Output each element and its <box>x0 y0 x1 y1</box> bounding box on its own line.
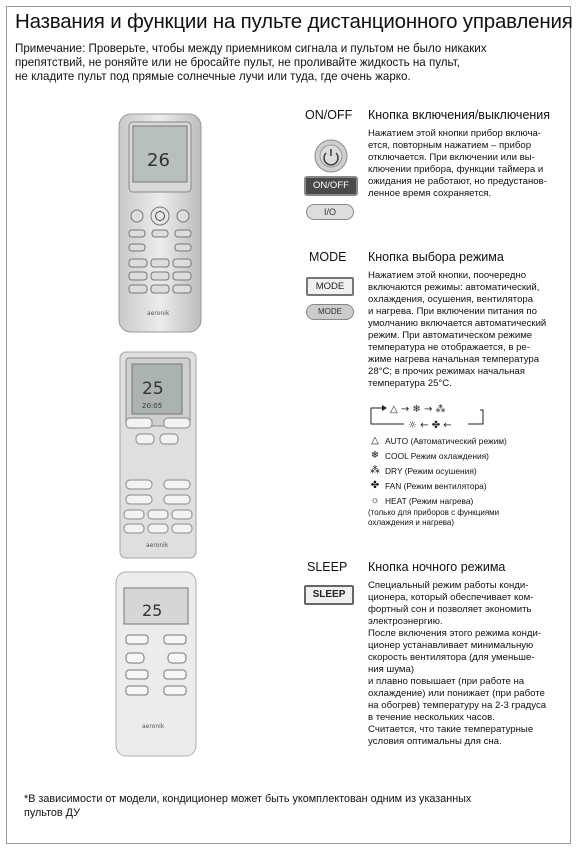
mode-desc <box>368 270 546 390</box>
desc-line: на обогрев) температуру на 2-3 градуса <box>368 700 547 711</box>
desc-line: жиме нагрева начальная температура <box>368 354 540 365</box>
mode-list <box>368 433 507 528</box>
mode-row <box>368 448 507 463</box>
remote-3-brand: aeronik <box>142 723 165 730</box>
remote-1-brand: aeronik <box>147 310 170 317</box>
onoff-key: ON/OFF <box>305 108 353 122</box>
remote-1-display: 26 <box>147 150 170 171</box>
svg-text:△ → ❄ → ⁂: △ → ❄ → ⁂ <box>390 404 446 415</box>
mode-key: MODE <box>309 250 347 264</box>
drops-icon: ⁂ <box>370 465 380 476</box>
mode-row <box>368 478 507 493</box>
svg-text:☼ ← ✤ ←: ☼ ← ✤ ← <box>408 420 452 431</box>
page-title: Названия и функции на пульте дистанционного управления <box>15 10 573 33</box>
remote-2-brand: aeronik <box>146 542 169 549</box>
desc-line: охлаждения, осушения, вентилятора <box>368 294 534 305</box>
snowflake-icon: ❄ <box>370 450 380 461</box>
desc-line: охлаждение) или понижает (при работе <box>368 688 545 699</box>
desc-line: ключении прибора, функции таймера и <box>368 164 544 175</box>
onoff-button: ON/OFF <box>304 176 358 196</box>
desc-line: температура 25°C. <box>368 378 452 389</box>
desc-line: режим. При автоматическом режиме <box>368 330 533 341</box>
desc-line: и нагрева. При включении питания по <box>368 306 537 317</box>
io-button: I/O <box>306 204 354 220</box>
desc-line: Нажатием этой кнопки, поочередно <box>368 270 527 281</box>
mode-label: COOL Режим охлаждения) <box>385 450 489 461</box>
remote-3-image <box>114 570 198 758</box>
sleep-key: SLEEP <box>307 560 348 574</box>
mode-row <box>368 493 507 508</box>
note <box>15 42 560 84</box>
desc-line: ционер устанавливает минимальную <box>368 640 534 651</box>
mode-row <box>368 463 507 478</box>
bottom-note-line: пультов ДУ <box>24 807 80 819</box>
desc-line: Нажатием этой кнопки прибор включа- <box>368 128 541 139</box>
desc-line: температура не отображается, в ре- <box>368 342 530 353</box>
desc-line: ется, повторным нажатием – прибор <box>368 140 532 151</box>
mode-button-oval: MODE <box>306 304 354 320</box>
desc-line: отключается. При включении или вы- <box>368 152 535 163</box>
desc-line: ния шума) <box>368 664 415 675</box>
desc-line: включаются режимы: автоматический, <box>368 282 540 293</box>
onoff-desc <box>368 128 547 200</box>
desc-line: После включения этого режима конди- <box>368 628 542 639</box>
desc-line: Специальный режим работы конди- <box>368 580 529 591</box>
desc-line: скорость вентилятора (для уменьше- <box>368 652 535 663</box>
desc-line: ожидания не работают, но предустанов- <box>368 176 547 187</box>
remote-1-image <box>117 112 203 334</box>
desc-line: ленное время сохраняется. <box>368 188 492 199</box>
desc-line: в течение нескольких часов. <box>368 712 495 723</box>
desc-line: 28°C; в прочих режимах начальная <box>368 366 525 377</box>
fan-icon: ✤ <box>370 480 380 491</box>
mode-title: Кнопка выбора режима <box>368 250 504 264</box>
desc-line: Считается, что такие температурные <box>368 724 534 735</box>
remote-2-time: 20:05 <box>142 402 163 410</box>
remote-2-image <box>118 350 198 560</box>
bottom-note <box>24 792 471 820</box>
mode-cycle-diagram <box>368 400 486 432</box>
sleep-desc <box>368 580 546 748</box>
sun-icon: ☼ <box>370 495 380 506</box>
desc-line: электроэнергию. <box>368 616 443 627</box>
note-line: не кладите пульт под прямые солнечные лучи или туда, где очень жарко. <box>15 70 411 83</box>
desc-line: умолчанию включается автоматический <box>368 318 547 329</box>
mode-label: FAN (Режим вентилятора) <box>385 480 487 491</box>
remote-2-display: 25 <box>142 379 164 399</box>
desc-line: ционера, который обеспечивает ком- <box>368 592 534 603</box>
bottom-note-line: *В зависимости от модели, кондиционер может быть укомплектован одним из указанных <box>24 793 472 805</box>
mode-row <box>368 433 507 448</box>
note-line: препятствий, не роняйте или не бросайте пульт, не проливайте жидкость на пульт, <box>15 56 460 69</box>
mode-label: DRY (Режим осушения) <box>385 465 477 476</box>
sleep-title: Кнопка ночного режима <box>368 560 506 574</box>
mode-label: HEAT (Режим нагрева) <box>385 495 474 506</box>
mode-label: AUTO (Автоматический режим) <box>385 435 507 446</box>
mode-button: MODE <box>306 277 354 296</box>
desc-line: и плавно повышает (при работе на <box>368 676 525 687</box>
onoff-title: Кнопка включения/выключения <box>368 108 551 122</box>
power-button-icon <box>313 138 349 174</box>
remote-3-display: 25 <box>142 601 163 620</box>
auto-icon: △ <box>371 435 379 446</box>
desc-line: фортный сон и позволяет экономить <box>368 604 532 615</box>
mode-foot-line: охлаждения и нагрева) <box>368 518 455 527</box>
mode-foot-line: (только для приборов с функциями <box>368 508 500 517</box>
sleep-button: SLEEP <box>304 585 354 605</box>
desc-line: условия оптимальны для сна. <box>368 736 502 747</box>
note-line: Примечание: Проверьте, чтобы между приемником сигнала и пультом не было никаких <box>15 42 487 55</box>
